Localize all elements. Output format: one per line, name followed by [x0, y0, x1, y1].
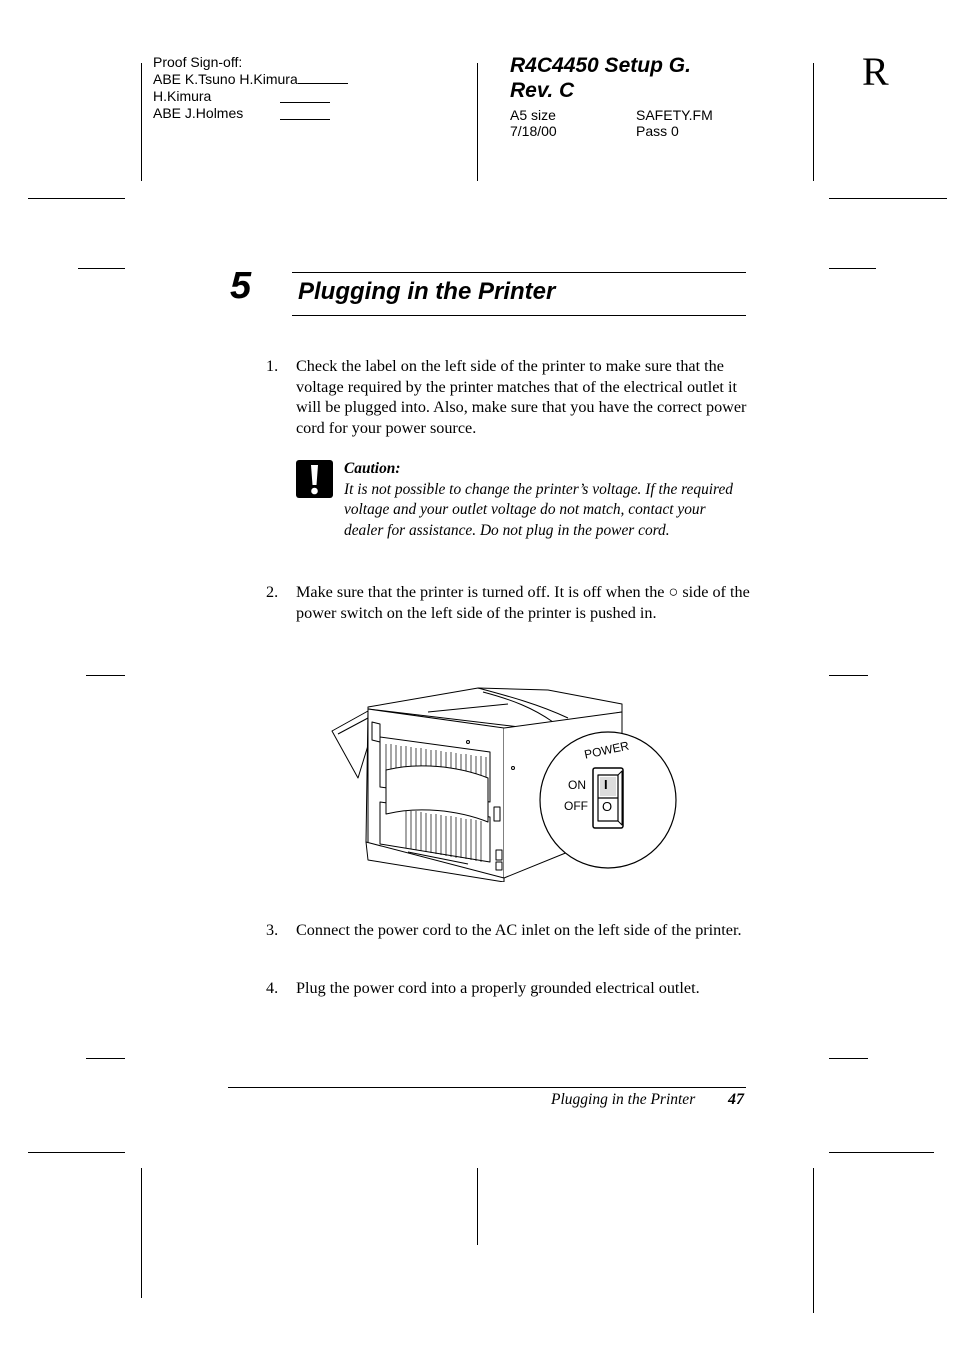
page-size: A5 size — [510, 107, 556, 123]
revision-date: 7/18/00 — [510, 123, 557, 139]
proof-row — [153, 71, 383, 88]
step-number: 3. — [266, 921, 279, 939]
crop-mark — [829, 1058, 868, 1059]
step-text: Check the label on the left side of the printer to make sure that the voltage required by the printer matches that of the electrical outlet it will be plugged into. Also, make sure that you have the correct power cord for your power source. — [296, 357, 747, 437]
crop-mark — [829, 198, 947, 199]
crop-mark — [829, 268, 876, 269]
proof-heading: Proof Sign-off: — [153, 54, 243, 70]
signature-line — [298, 71, 348, 84]
footer-rule — [228, 1087, 746, 1088]
crop-mark — [78, 268, 125, 269]
step-text: Plug the power cord into a properly grounded electrical outlet. — [296, 979, 700, 997]
page-number: 47 — [728, 1091, 744, 1108]
crop-mark — [28, 1152, 125, 1153]
proof-row — [153, 105, 383, 122]
list-item — [266, 356, 756, 440]
chapter-number: 5 — [230, 265, 252, 307]
crop-mark — [86, 1058, 125, 1059]
list-item — [266, 582, 756, 646]
proof-signoff — [153, 54, 383, 122]
pass-number: Pass 0 — [636, 123, 679, 139]
exclamation-icon — [296, 460, 333, 498]
caution-box — [296, 460, 756, 565]
proof-name: ABE J.Holmes — [153, 105, 244, 121]
on-label: ON — [568, 778, 586, 792]
signature-line — [280, 90, 330, 103]
crop-mark — [477, 63, 478, 181]
proof-name: ABE K.Tsuno H.Kimura — [153, 71, 298, 87]
file-name: SAFETY.FM — [636, 107, 713, 123]
power-label: POWER — [583, 738, 631, 762]
crop-mark — [813, 63, 814, 181]
step-text: Make sure that the printer is turned off. It is off when the ○ side of the power switch on the left side of the printer is pushed in. — [296, 583, 750, 622]
switch-off-symbol: O — [602, 799, 613, 814]
crop-mark — [28, 198, 125, 199]
caution-heading: Caution: — [344, 460, 401, 477]
printer-drawing — [328, 682, 680, 882]
crop-mark — [141, 1168, 142, 1298]
chapter-rule-bottom — [292, 315, 746, 316]
caution-content — [344, 459, 748, 541]
step-number: 1. — [266, 357, 279, 375]
step-number: 4. — [266, 979, 279, 997]
crop-mark — [86, 675, 125, 676]
crop-mark — [829, 675, 868, 676]
crop-mark — [477, 1168, 478, 1245]
step-text: Connect the power cord to the AC inlet on the left side of the printer. — [296, 921, 742, 939]
switch-on-symbol: I — [604, 777, 608, 792]
caution-body: It is not possible to change the printer’s voltage. If the required voltage and your outlet voltage do not match, contact your dealer for assistance. Do not plug in the power cord. — [344, 480, 733, 539]
corner-letter: R — [862, 49, 889, 94]
document-title — [510, 53, 800, 103]
crop-mark — [141, 63, 142, 181]
document-title-line2: Rev. C — [510, 79, 575, 102]
proof-name: H.Kimura — [153, 88, 212, 104]
list-item — [266, 978, 756, 1022]
crop-mark — [813, 1168, 814, 1313]
signature-line — [280, 107, 330, 120]
document-title-line1: R4C4450 Setup G. — [510, 54, 691, 77]
crop-mark — [829, 1152, 934, 1153]
list-item — [266, 920, 756, 964]
exclamation-glyph — [296, 460, 333, 498]
step-number: 2. — [266, 583, 279, 601]
off-label: OFF — [564, 799, 588, 813]
chapter-title: Plugging in the Printer — [298, 278, 556, 305]
chapter-rule-top — [292, 272, 746, 273]
footer-section-title: Plugging in the Printer — [551, 1091, 696, 1108]
proof-row — [153, 88, 383, 105]
printer-illustration — [328, 682, 680, 882]
